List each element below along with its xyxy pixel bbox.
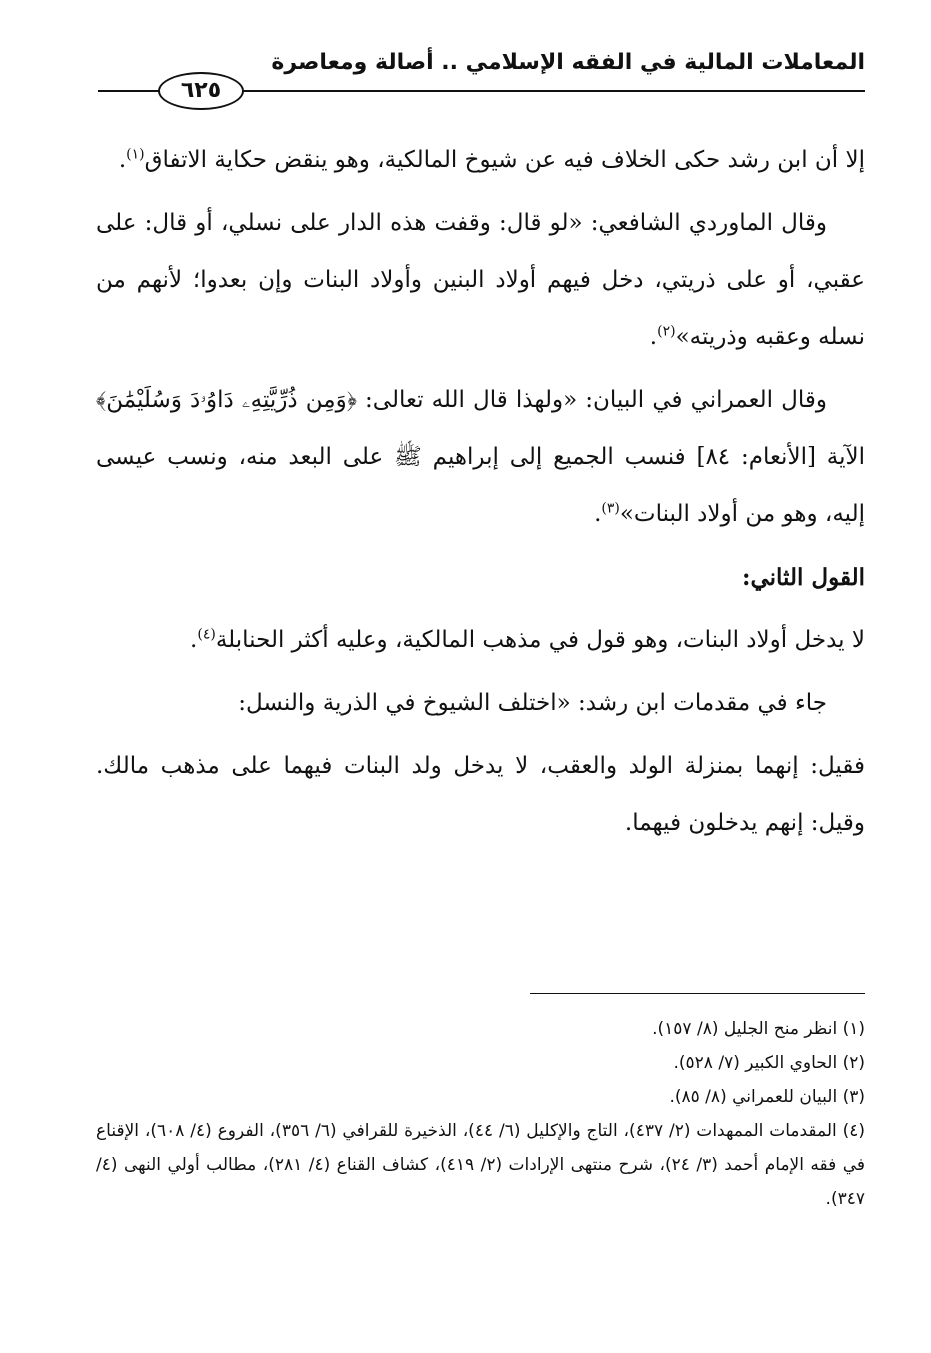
paragraph-3-text: وقال العمراني في البيان: «ولهذا قال الله تعالى: ﴿وَمِن ذُرِّيَّتِهِۦ دَاوُۥدَ وَسُلَيْمَٰنَ﴾ الآية [الأنعام: ٨٤] فنسب الجميع إلى إبراهيم ﷺ على البعد منه، ونسب عيسى إليه، وهو من أولاد البنات»	[96, 387, 865, 527]
footnote-divider	[530, 993, 865, 994]
footnote-ref-2: (٢)	[657, 323, 676, 340]
paragraph-4-text: لا يدخل أولاد البنات، وهو قول في مذهب المالكية، وعليه أكثر الحنابلة	[215, 627, 865, 653]
page-number: ٦٢٥	[158, 72, 244, 110]
paragraph-3	[96, 372, 865, 543]
paragraph-5: جاء في مقدمات ابن رشد: «اختلف الشيوخ في الذرية والنسل:	[238, 690, 827, 716]
paragraph-2	[96, 195, 865, 366]
footnote-4: (٤) المقدمات الممهدات (٢/ ٤٣٧)، التاج والإكليل (٦/ ٤٤)، الذخيرة للقرافي (٦/ ٣٥٦)، الفروع (٤/ ٦٠٨)، الإقناع في فقه الإمام أحمد (٣/ ٢٤)، شرح منتهى الإرادات (٢/ ٤١٩)، كشاف القناع (٤/ ٢٨١)، مطالب أولي النهى (٤/ ٣٤٧).	[96, 1121, 866, 1209]
paragraph-4-end: .	[190, 627, 198, 653]
paragraph-2-end: .	[649, 324, 658, 350]
main-text	[96, 132, 865, 858]
footnote-3: (٣) البيان للعمراني (٨/ ٨٥).	[669, 1087, 865, 1107]
paragraph-4	[96, 612, 865, 669]
footnotes	[96, 1012, 865, 1216]
paragraph-2-text: وقال الماوردي الشافعي: «لو قال: وقفت هذه الدار على نسلي، أو قال: على عقبي، أو على ذريتي، دخل فيهم أولاد البنين وأولاد البنات وإن بعدوا؛ لأنهم من نسله وعقبه وذريته»	[96, 210, 865, 350]
running-head: المعاملات المالية في الفقه الإسلامي .. أصالة ومعاصرة	[271, 50, 865, 75]
paragraph-1-text: إلا أن ابن رشد حكى الخلاف فيه عن شيوخ المالكية، وهو ينقض حكاية الاتفاق	[144, 147, 865, 173]
footnote-ref-4: (٤)	[197, 626, 216, 643]
paragraph-6: فقيل: إنهما بمنزلة الولد والعقب، لا يدخل ولد البنات فيهما على مذهب مالك. وقيل: إنهم يدخلون فيهما.	[96, 753, 865, 836]
footnote-ref-3: (٣)	[601, 500, 620, 517]
section-heading: القول الثاني:	[741, 564, 865, 591]
footnote-ref-1: (١)	[126, 146, 145, 163]
paragraph-1	[96, 132, 865, 189]
footnote-1: (١) انظر منح الجليل (٨/ ١٥٧).	[652, 1019, 865, 1039]
paragraph-1-end: .	[118, 147, 127, 173]
paragraph-3-end: .	[594, 501, 602, 527]
footnote-2: (٢) الحاوي الكبير (٧/ ٥٢٨).	[673, 1053, 865, 1073]
